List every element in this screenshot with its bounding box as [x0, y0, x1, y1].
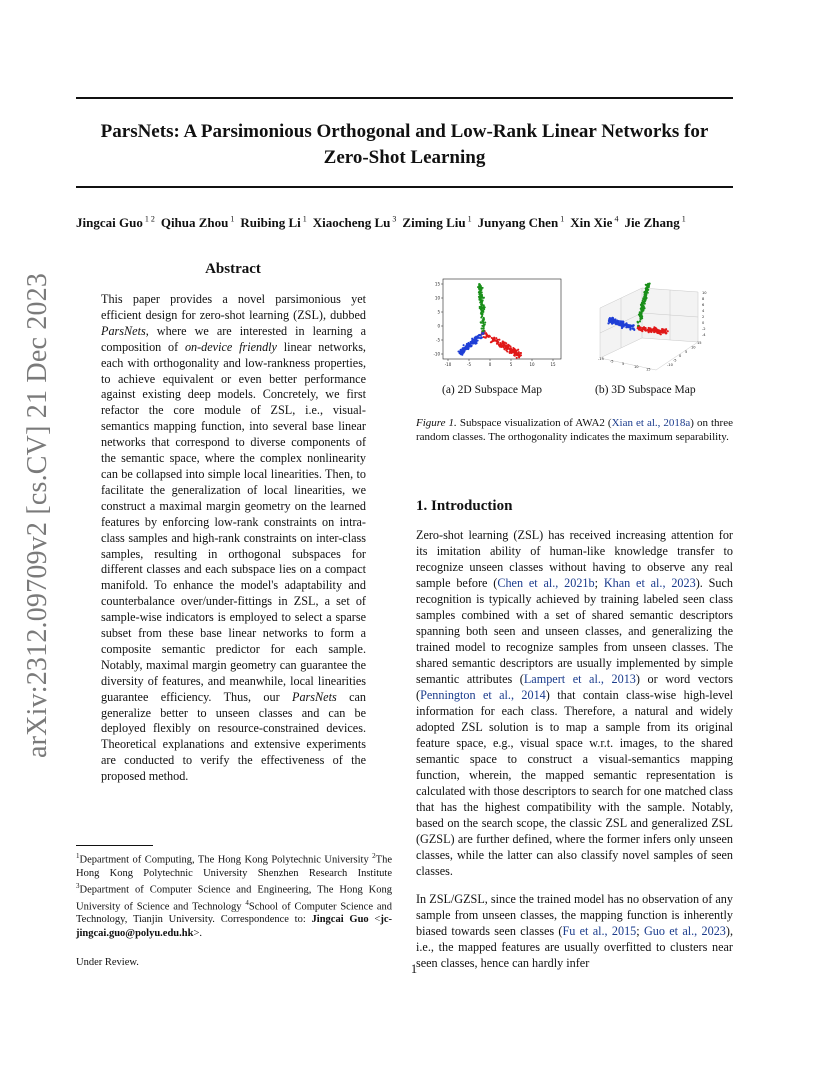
- author-affiliation: 3: [390, 215, 397, 224]
- red-class-point: [508, 347, 510, 349]
- blue-class-point: [632, 324, 634, 326]
- red-class-point: [518, 356, 520, 358]
- green-class-point: [482, 322, 484, 324]
- red-class-point: [500, 342, 502, 344]
- red-class-point: [506, 350, 508, 352]
- green-class-point: [648, 286, 650, 288]
- blue-class-point: [609, 319, 611, 321]
- green-class-point: [480, 297, 482, 299]
- red-class-point: [509, 349, 511, 351]
- green-class-point: [644, 298, 646, 300]
- y-tick-label: 0: [679, 354, 682, 359]
- blue-class-point: [607, 322, 609, 324]
- citation-link[interactable]: Pennington et al., 2014: [420, 688, 546, 702]
- red-class-point: [509, 345, 511, 347]
- author-affiliation: 4: [612, 215, 619, 224]
- green-class-point: [483, 330, 485, 332]
- green-class-point: [644, 303, 646, 305]
- blue-class-point: [476, 342, 478, 344]
- x-tick-label: 15: [646, 367, 651, 372]
- red-class-point: [637, 327, 639, 329]
- intro-paragraph-1: Zero-shot learning (ZSL) has received increasing attention for its imitation ability of human-like knowledge transfer to recognize unseen classes without having to observe any real sample before (Chen et al., 2021b; Khan et al., 2023). Such recognition is typically achieved by training labeled seen class samples combined with a set of shared semantic descriptors spanning both seen and unseen classes, and generalizing the trained model to recognize samples from unseen classes. The shared semantic descriptors are usually implemented by simple semantic attributes (Lampert et al., 2013) or word vectors (Pennington et al., 2014) that contain class-wise high-level information for each class. Therefore, a natural and widely adopted ZSL solution is to map a sample from its original feature space, e.g., visual space w.r.t. images, to the shared semantic space to construct a visual-semantics mapping function, wherein, the mapped semantic representation is calculated with those descriptors to search for one matched class that has the highest compatibility with the sample. Notably, based on the search scope, the classic ZSL and generalized ZSL (GZSL) are further defined, where the former infers only unseen classes, while the latter can also classify novel samples of seen classes.: [416, 528, 734, 878]
- blue-class-point: [611, 317, 613, 319]
- red-class-point: [496, 342, 498, 344]
- red-class-point: [483, 336, 485, 338]
- blue-class-point: [457, 350, 459, 352]
- x-tick-label: 5: [622, 362, 625, 367]
- green-class-point: [483, 305, 485, 307]
- blue-class-point: [470, 345, 472, 347]
- red-class-point: [505, 342, 507, 344]
- green-class-point: [482, 320, 484, 322]
- red-class-point: [667, 330, 669, 332]
- x-tick-label: -10: [444, 362, 452, 367]
- figure-caption: Figure 1. Subspace visualization of AWA2 (Xian et al., 2018a) on three random classes. The orthogonality indicates the maximum separability.: [416, 417, 733, 443]
- blue-class-point: [617, 323, 619, 325]
- green-class-point: [481, 300, 483, 302]
- red-class-point: [655, 331, 657, 333]
- green-class-point: [480, 295, 482, 297]
- x-tick-label: 10: [529, 362, 535, 367]
- green-class-point: [480, 322, 482, 324]
- blue-class-point: [480, 334, 482, 336]
- citation-link[interactable]: Chen et al., 2021b: [497, 576, 595, 590]
- red-class-point: [658, 331, 660, 333]
- green-class-point: [639, 315, 641, 317]
- blue-class-point: [463, 351, 465, 353]
- citation-link[interactable]: Lampert et al., 2013: [523, 672, 636, 686]
- z-tick-label: -2: [702, 327, 706, 331]
- green-class-point: [480, 316, 482, 318]
- x-tick-label: 15: [550, 362, 556, 367]
- red-class-point: [515, 352, 517, 354]
- author-affiliation: 1 2: [142, 215, 155, 224]
- citation-link[interactable]: Fu et al., 2015: [562, 924, 637, 938]
- x-tick-label: 10: [634, 364, 639, 369]
- author-list: [76, 215, 756, 231]
- author-name: Xiaocheng Lu $^3$: [312, 215, 397, 231]
- z-tick-label: 6: [702, 303, 705, 307]
- author-name: Qihua Zhou $^1$: [160, 215, 235, 231]
- red-class-point: [645, 329, 647, 331]
- x-tick-label: 5: [509, 362, 513, 367]
- green-class-point: [478, 288, 480, 290]
- citation-link[interactable]: Khan et al., 2023: [603, 576, 696, 590]
- red-class-point: [653, 331, 655, 333]
- y-tick-label: 5: [685, 349, 688, 354]
- title-rule-top: [76, 97, 733, 99]
- blue-class-point: [460, 350, 462, 352]
- red-class-point: [500, 344, 502, 346]
- red-class-point: [638, 329, 640, 331]
- red-class-point: [664, 330, 666, 332]
- green-class-point: [637, 321, 639, 323]
- paper-title: ParsNets: A Parsimonious Orthogonal and Low-Rank Linear Networks for Zero-Shot Learning: [100, 121, 709, 168]
- x-tick-label: 0: [488, 362, 492, 367]
- abstract-heading: Abstract: [205, 261, 261, 277]
- y-tick-label: -10: [433, 351, 440, 357]
- red-class-point: [486, 333, 488, 335]
- blue-class-point: [626, 324, 628, 326]
- green-class-point: [481, 325, 483, 327]
- y-tick-label: 10: [434, 295, 440, 301]
- section-heading-introduction: 1. Introduction: [416, 498, 513, 514]
- blue-class-point: [468, 344, 470, 346]
- footnote-rule: [76, 845, 153, 846]
- green-class-point: [647, 283, 649, 285]
- green-class-point: [483, 297, 485, 299]
- green-class-point: [641, 305, 643, 307]
- title-rule-bottom: [76, 186, 733, 188]
- green-class-point: [479, 287, 481, 289]
- red-class-point: [488, 335, 490, 337]
- green-class-point: [483, 317, 485, 319]
- green-class-point: [478, 293, 480, 295]
- red-class-point: [651, 329, 653, 331]
- blue-class-point: [464, 349, 466, 351]
- green-class-point: [481, 313, 483, 315]
- blue-class-point: [621, 323, 623, 325]
- green-class-point: [481, 328, 483, 330]
- z-tick-label: 8: [702, 297, 705, 301]
- author-name: Ziming Liu $^1$: [402, 215, 472, 231]
- blue-class-point: [472, 341, 474, 343]
- abstract-body: This paper provides a novel parsimonious yet efficient design for zero-shot learning (ZSL), dubbed ParsNets, where we are interested in learning a composition of on-device friendly linear networks, each with orthogonality and low-rankness properties, to achieve equivalent or even better performance against existing deep models. Concretely, we first refactor the core module of ZSL, i.e., visual-semantics mapping function, into several base linear networks that correspond to diverse components of the semantic space, where the complex nonlinearity can be collapsed into simple local linearities. Then, to facilitate the generalization of local linearities, we construct a maximal margin geometry on the learned features by enforcing low-rank constraints on intra-class samples and high-rank constraints on inter-class samples, resulting in orthogonal subspaces for different classes and each subspace lies on a compact manifold. To enhance the model's adaptability and counterbalance over/under-fittings in ZSL, a set of sample-wise indicators is employed to select a sparse subset from these base linear networks to form a composite semantic predictor for each sample. Notably, maximal margin geometry can guarantee the diversity of features, and meanwhile, local linearities guarantee efficiency. Thus, our ParsNets can generalize better to unseen classes and can be deployed flexibly on resource-constrained devices. Theoretical explanations and extensive experiments are conducted to verify the effectiveness of the proposed method.: [101, 292, 366, 784]
- red-class-point: [491, 337, 493, 339]
- z-tick-label: 4: [702, 309, 705, 313]
- red-class-point: [509, 351, 511, 353]
- subcaption-2d: (a) 2D Subspace Map: [442, 384, 542, 396]
- subspace-map-2d: [430, 277, 565, 369]
- green-class-point: [482, 287, 484, 289]
- y-tick-label: 0: [437, 323, 440, 329]
- blue-class-point: [630, 325, 632, 327]
- red-class-point: [516, 357, 518, 359]
- green-class-point: [479, 291, 481, 293]
- green-class-point: [483, 308, 485, 310]
- z-tick-label: 0: [702, 321, 705, 325]
- citation-link[interactable]: Xian et al., 2018a: [611, 417, 691, 429]
- red-class-point: [644, 327, 646, 329]
- author-affiliation: 1: [228, 215, 235, 224]
- green-class-point: [484, 321, 486, 323]
- red-class-point: [520, 352, 522, 354]
- red-class-point: [493, 338, 495, 340]
- green-class-point: [647, 292, 649, 294]
- blue-class-point: [614, 321, 616, 323]
- green-class-point: [640, 309, 642, 311]
- red-class-point: [502, 346, 504, 348]
- green-class-point: [481, 311, 483, 313]
- y-tick-label: 15: [697, 341, 702, 345]
- green-class-point: [644, 293, 646, 295]
- page-number: 1: [410, 962, 418, 976]
- author-name: Junyang Chen $^1$: [477, 215, 565, 231]
- y-tick-label: -10: [667, 363, 673, 367]
- blue-class-point: [612, 322, 614, 324]
- red-class-point: [514, 355, 516, 357]
- z-tick-label: 2: [702, 315, 705, 319]
- subspace-map-3d: [590, 270, 715, 376]
- green-class-point: [640, 307, 642, 309]
- correspondence-email[interactable]: jc-jingcai.guo@polyu.edu.hk: [76, 914, 392, 939]
- y-tick-label: 15: [434, 281, 440, 287]
- green-class-point: [639, 320, 641, 322]
- intro-paragraph-2: In ZSL/GZSL, since the trained model has no observation of any sample from unseen classes, the mapping function is inherently biased towards seen classes (Fu et al., 2015; Guo et al., 2023), i.e., the mapped features are usually overfitted to clusters near seen classes, hence can hardly infer: [416, 892, 733, 970]
- blue-class-point: [460, 352, 462, 354]
- green-class-point: [642, 300, 644, 302]
- x-tick-label: -5: [467, 362, 471, 367]
- red-class-point: [654, 327, 656, 329]
- y-tick-label: 10: [691, 345, 696, 350]
- x-tick-label: -15: [598, 357, 604, 361]
- red-class-point: [503, 348, 505, 350]
- red-class-point: [519, 354, 521, 356]
- author-affiliation: 1: [679, 215, 686, 224]
- y-tick-label: 5: [437, 309, 440, 315]
- blue-class-point: [623, 324, 625, 326]
- green-class-point: [481, 306, 483, 308]
- green-class-point: [643, 307, 645, 309]
- y-tick-label: -5: [673, 358, 677, 363]
- author-name: Ruibing Li $^1$: [240, 215, 307, 231]
- green-class-point: [639, 317, 641, 319]
- blue-class-point: [622, 321, 624, 323]
- red-class-point: [662, 331, 664, 333]
- affiliation-footnote: $^1$Department of Computing, The Hong Kong Polytechnic University $^2$The Hong Kong Polytechnic University Shenzhen Research Institute $^3$Department of Computer Science and Engineering, The Hong Kong University of Science and Technology $^4$School of Computer Science and Technology, Tianjin University. Correspondence to: Jingcai Guo <jc-jingcai.guo@polyu.edu.hk>.: [76, 852, 392, 939]
- author-name: Xin Xie $^4$: [570, 215, 619, 231]
- red-class-point: [497, 339, 499, 341]
- z-tick-label: 10: [702, 291, 707, 295]
- green-class-point: [480, 303, 482, 305]
- blue-class-point: [629, 328, 631, 330]
- blue-class-point: [474, 337, 476, 339]
- subcaption-3d: (b) 3D Subspace Map: [595, 384, 696, 396]
- blue-class-point: [463, 344, 465, 346]
- red-class-point: [505, 345, 507, 347]
- red-class-point: [495, 337, 497, 339]
- author-name: Jie Zhang $^1$: [624, 215, 686, 231]
- red-class-point: [650, 331, 652, 333]
- author-affiliation: 1: [558, 215, 565, 224]
- green-class-point: [639, 313, 641, 315]
- author-name: Jingcai Guo $^{1 2}$: [76, 215, 155, 231]
- green-class-point: [645, 284, 647, 286]
- blue-class-point: [482, 333, 484, 335]
- green-class-point: [646, 286, 648, 288]
- blue-class-point: [633, 328, 635, 330]
- green-class-point: [478, 283, 480, 285]
- green-class-point: [637, 325, 639, 327]
- x-tick-label: -5: [610, 359, 614, 364]
- citation-link[interactable]: Guo et al., 2023: [643, 924, 726, 938]
- blue-class-point: [476, 336, 478, 338]
- red-class-point: [660, 333, 662, 335]
- under-review-note: Under Review.: [76, 957, 139, 968]
- arxiv-stamp: arXiv:2312.09709v2 [cs.CV] 21 Dec 2023: [22, 272, 53, 758]
- red-class-point: [514, 350, 516, 352]
- blue-class-point: [471, 338, 473, 340]
- blue-class-point: [462, 347, 464, 349]
- blue-class-point: [480, 336, 482, 338]
- author-affiliation: 1: [300, 215, 307, 224]
- author-affiliation: 1: [465, 215, 472, 224]
- z-tick-label: -4: [702, 333, 706, 337]
- y-tick-label: -5: [436, 337, 440, 343]
- blue-class-point: [628, 326, 630, 328]
